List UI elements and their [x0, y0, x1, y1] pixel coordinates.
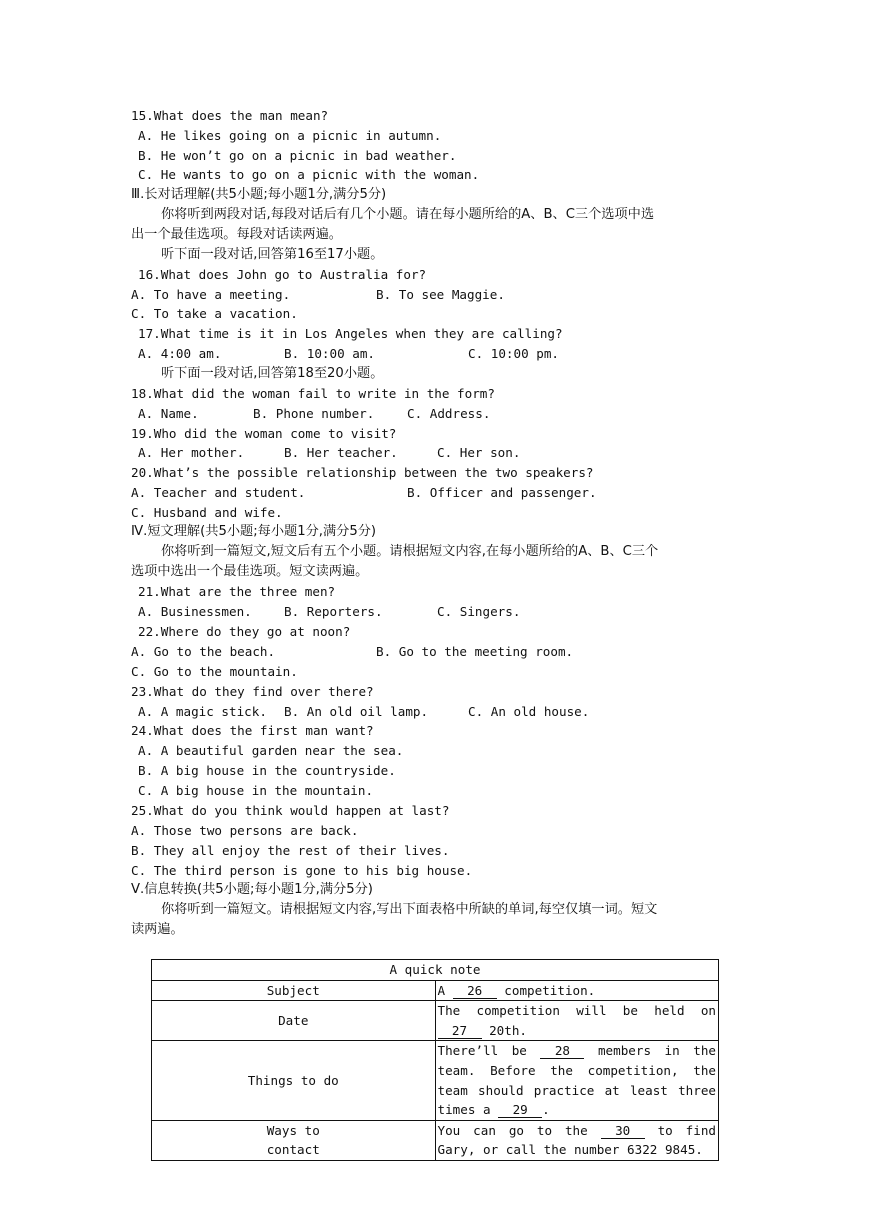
q17-option-c: C. 10:00 pm.	[468, 346, 559, 361]
ways-value	[435, 1120, 719, 1160]
table-row	[152, 1041, 719, 1120]
q22-option-a: A. Go to the beach.	[131, 644, 276, 659]
q19-option-a: A. Her mother.	[138, 445, 245, 460]
table-title: A quick note	[152, 960, 719, 981]
subject-text-post: competition.	[504, 982, 596, 998]
subject-label: Subject	[152, 980, 436, 1001]
q18-option-c: C. Address.	[407, 406, 491, 421]
q20-option-a: A. Teacher and student.	[131, 485, 306, 500]
part3-instruction-line1: 你将听到两段对话,每段对话后有几个小题。请在每小题所给的A、B、C三个选项中选	[161, 207, 655, 222]
table-row	[152, 1001, 719, 1041]
blank-29[interactable]: 29	[498, 1102, 542, 1118]
q24-option-b: B. A big house in the countryside.	[138, 763, 396, 778]
q21-option-b: B. Reporters.	[284, 604, 383, 619]
subject-value	[435, 980, 719, 1001]
blank-27[interactable]: 27	[438, 1023, 482, 1039]
part5-heading: Ⅴ.信息转换(共5小题;每小题1分,满分5分)	[131, 882, 373, 897]
q23-stem: 23.What do they find over there?	[131, 684, 374, 699]
q25-stem: 25.What do you think would happen at last?	[131, 803, 450, 818]
date-text-post: 20th.	[489, 1022, 528, 1038]
todo-text-mid: members in the team. Before the competition, the team should practice at least three times a	[437, 1043, 717, 1118]
blank-30[interactable]: 30	[601, 1123, 645, 1139]
table-row	[152, 960, 719, 981]
q22-stem: 22.Where do they go at noon?	[138, 624, 351, 639]
date-text-pre: The competition will be held on	[437, 1003, 716, 1019]
q16-option-c: C. To take a vacation.	[131, 306, 298, 321]
q15-stem: 15.What does the man mean?	[131, 108, 329, 123]
ways-label-line2: contact	[266, 1142, 320, 1158]
part4-instruction-line2: 选项中选出一个最佳选项。短文读两遍。	[131, 564, 369, 579]
todo-text-post: .	[542, 1102, 550, 1118]
part3-instruction-line2: 出一个最佳选项。每段对话读两遍。	[131, 227, 342, 242]
q25-option-b: B. They all enjoy the rest of their lives.	[131, 843, 450, 858]
ways-label	[152, 1120, 436, 1160]
table-row	[152, 1120, 719, 1160]
date-label: Date	[152, 1001, 436, 1041]
q24-stem: 24.What does the first man want?	[131, 723, 374, 738]
todo-label: Things to do	[152, 1041, 436, 1120]
q23-option-c: C. An old house.	[468, 704, 590, 719]
q22-option-b: B. Go to the meeting room.	[376, 644, 574, 659]
q19-option-c: C. Her son.	[437, 445, 521, 460]
q17-stem: 17.What time is it in Los Angeles when they are calling?	[138, 326, 563, 341]
q15-option-a: A. He likes going on a picnic in autumn.	[138, 128, 442, 143]
q18-option-a: A. Name.	[138, 406, 199, 421]
q16-stem: 16.What does John go to Australia for?	[138, 267, 427, 282]
part4-instruction-line1: 你将听到一篇短文,短文后有五个小题。请根据短文内容,在每小题所给的A、B、C三个	[161, 544, 659, 559]
q21-option-c: C. Singers.	[437, 604, 521, 619]
q19-stem: 19.Who did the woman come to visit?	[131, 426, 397, 441]
q19-option-b: B. Her teacher.	[284, 445, 398, 460]
q25-option-c: C. The third person is gone to his big house.	[131, 863, 473, 878]
q24-option-a: A. A beautiful garden near the sea.	[138, 743, 404, 758]
todo-value	[435, 1041, 719, 1120]
q22-option-c: C. Go to the mountain.	[131, 664, 298, 679]
ways-label-line1: Ways to	[266, 1122, 320, 1138]
part5-instruction-line1: 你将听到一篇短文。请根据短文内容,写出下面表格中所缺的单词,每空仅填一词。短文	[161, 902, 658, 917]
subject-text-pre: A	[437, 982, 446, 998]
q25-option-a: A. Those two persons are back.	[131, 823, 359, 838]
q21-option-a: A. Businessmen.	[138, 604, 252, 619]
q16-option-a: A. To have a meeting.	[131, 287, 291, 302]
q20-stem: 20.What’s the possible relationship between the two speakers?	[131, 465, 594, 480]
todo-text-pre: There’ll be	[437, 1043, 527, 1059]
quick-note-table	[151, 959, 719, 1161]
part4-heading: Ⅳ.短文理解(共5小题;每小题1分,满分5分)	[131, 524, 377, 539]
q20-option-c: C. Husband and wife.	[131, 505, 283, 520]
q16-option-b: B. To see Maggie.	[376, 287, 505, 302]
date-value	[435, 1001, 719, 1041]
q23-option-b: B. An old oil lamp.	[284, 704, 429, 719]
q15-option-b: B. He won’t go on a picnic in bad weather.	[138, 148, 457, 163]
dialogue2-intro: 听下面一段对话,回答第18至20小题。	[161, 366, 384, 381]
blank-28[interactable]: 28	[540, 1043, 584, 1059]
blank-26[interactable]: 26	[453, 983, 497, 999]
part3-heading: Ⅲ.长对话理解(共5小题;每小题1分,满分5分)	[131, 187, 387, 202]
ways-text-post: to find Gary, or call the number 6322 9845.	[437, 1122, 716, 1158]
dialogue1-intro: 听下面一段对话,回答第16至17小题。	[161, 247, 384, 262]
q21-stem: 21.What are the three men?	[138, 584, 336, 599]
q18-option-b: B. Phone number.	[253, 406, 375, 421]
q17-option-a: A. 4:00 am.	[138, 346, 222, 361]
q24-option-c: C. A big house in the mountain.	[138, 783, 374, 798]
q20-option-b: B. Officer and passenger.	[407, 485, 597, 500]
table-row	[152, 980, 719, 1001]
ways-text-pre: You can go to the	[437, 1122, 588, 1138]
q17-option-b: B. 10:00 am.	[284, 346, 375, 361]
part5-instruction-line2: 读两遍。	[131, 922, 184, 937]
q18-stem: 18.What did the woman fail to write in the form?	[131, 386, 495, 401]
q15-option-c: C. He wants to go on a picnic with the woman.	[138, 167, 480, 182]
q23-option-a: A. A magic stick.	[138, 704, 267, 719]
